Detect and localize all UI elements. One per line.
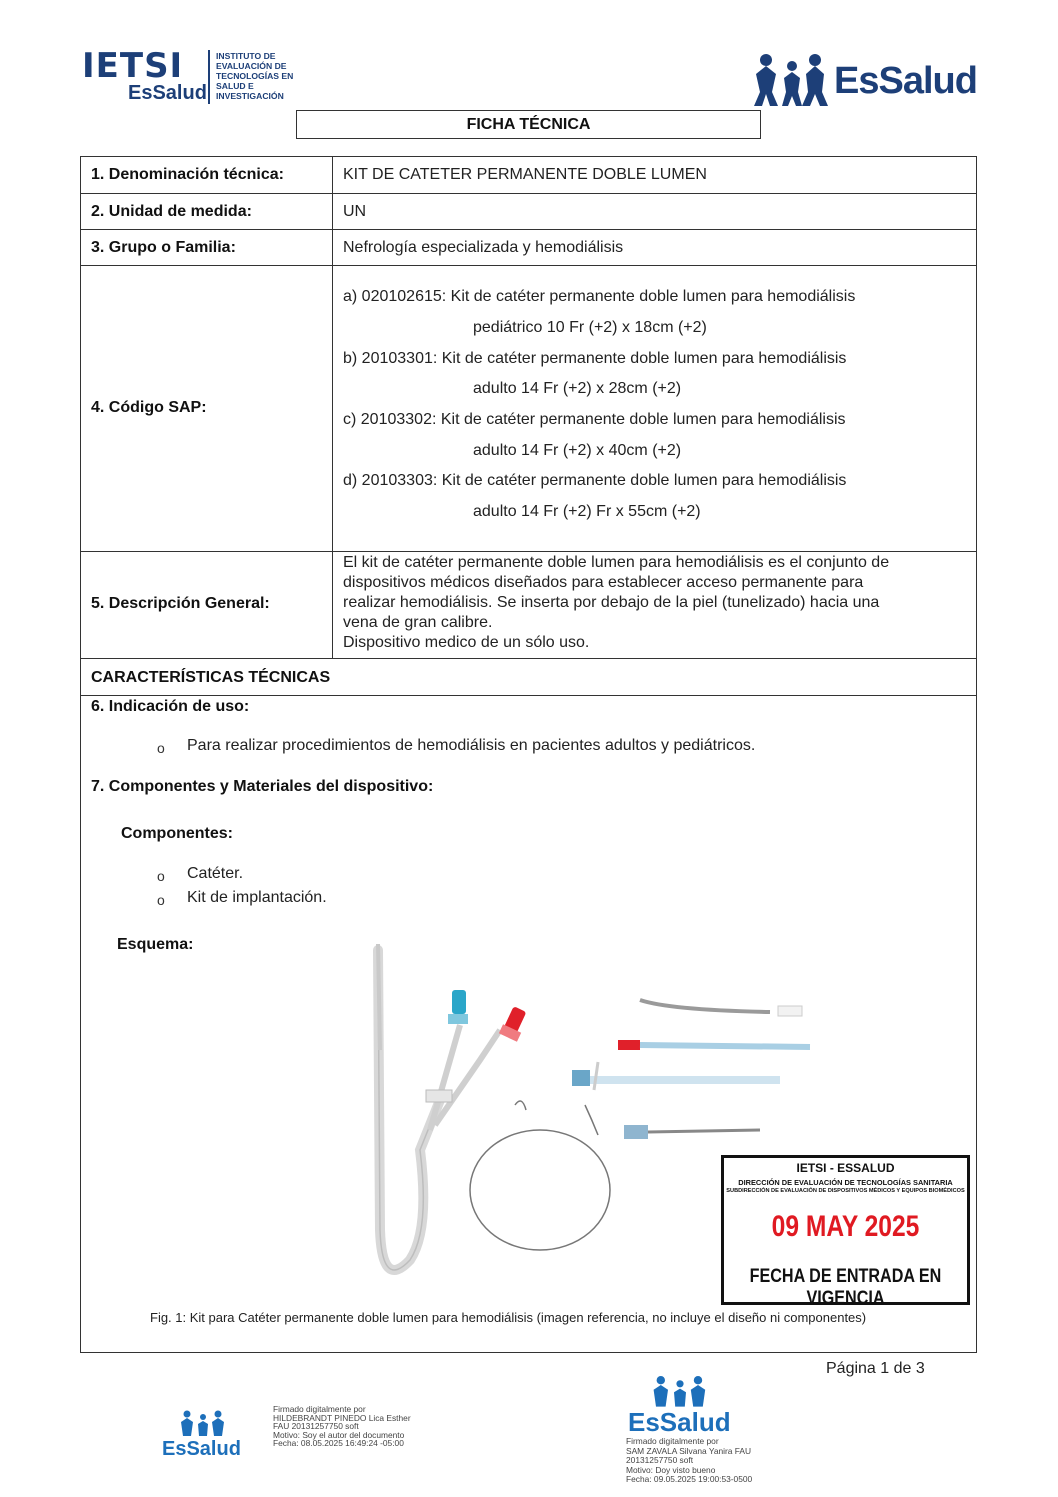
bullet-glyph: o [157,868,165,884]
essalud-small-word: EsSalud [162,1438,241,1460]
sap-item-c-detail: adulto 14 Fr (+2) x 40cm (+2) [473,442,682,459]
signature-line: Fecha: 08.05.2025 16:49:24 -05:00 [273,1438,404,1449]
ietsi-institute-name: INSTITUTO DE EVALUACIÓN DE TECNOLOGÍAS EN SALUD E INVESTIGACIÓN [216,51,294,101]
page-number: Página 1 de 3 [826,1360,925,1377]
descripcion-line: El kit de catéter permanente doble lumen para hemodiálisis es el conjunto de [343,554,890,571]
validity-stamp [721,1155,970,1309]
componente-item: Kit de implantación. [187,889,327,906]
digital-signature-2 [626,1437,796,1485]
denominacion-value: KIT DE CATETER PERMANENTE DOBLE LUMEN [343,166,707,183]
ietsi-logo-word: IETSI [82,46,184,86]
digital-signature-1 [273,1405,443,1448]
row-codigo-sap [81,266,976,552]
bullet-glyph: o [157,740,165,756]
sap-item-a-detail: pediátrico 10 Fr (+2) x 18cm (+2) [473,319,707,336]
codigo-label: 4. Código SAP: [91,399,207,416]
signature-line: Fecha: 09.05.2025 19:00:53-0500 [626,1474,753,1485]
stamp-subdirection: SUBDIRECCIÓN DE EVALUACIÓN DE DISPOSITIVOS MÉDICOS Y EQUIPOS BIOMÉDICOS [726,1188,965,1194]
componente-item: Catéter. [187,865,244,882]
esquema-label: Esquema: [117,936,194,953]
descripcion-text [343,553,963,653]
caracteristicas-heading: CARACTERÍSTICAS TÉCNICAS [91,669,331,686]
signature-line: Motivo: Doy visto bueno [626,1464,716,1475]
signature-line: Motivo: Soy el autor del documento [273,1429,405,1440]
family-icon [650,1375,710,1407]
essalud-signature-logo [626,1375,736,1440]
sap-item-b-detail: adulto 14 Fr (+2) x 28cm (+2) [473,380,682,397]
sap-item-c: c) 20103302: Kit de catéter permanente doble lumen para hemodiálisis [343,411,846,428]
sap-item-a: a) 020102615: Kit de catéter permanente doble lumen para hemodiálisis [343,288,856,305]
componentes-section-title: 7. Componentes y Materiales del dispositivo: [91,778,434,795]
stamp-date: 09 MAY 2025 [771,1210,920,1243]
essalud-signature-word: EsSalud [628,1407,731,1437]
descripcion-line: realizar hemodiálisis. Se inserta por debajo de la piel (tunelizado) hacia una [343,594,880,611]
figure-caption: Fig. 1: Kit para Catéter permanente doble lumen para hemodiálisis (imagen referencia, no incluye el diseño ni componentes) [150,1310,867,1325]
indicacion-label: 6. Indicación de uso: [91,698,250,715]
essalud-logo-word: EsSalud [834,60,977,102]
family-icon [178,1410,228,1436]
row-descripcion [81,552,976,659]
page-title: FICHA TÉCNICA [296,110,761,139]
unidad-label: 2. Unidad de medida: [91,203,252,220]
signature-line: SAM ZAVALA Silvana Yanira FAU [626,1445,752,1456]
stamp-direction: DIRECCIÓN DE EVALUACIÓN DE TECNOLOGÍAS SANITARIA [738,1178,953,1187]
row-unidad [81,194,976,230]
stamp-title: IETSI - ESSALUD [796,1161,895,1175]
signature-line: 20131257750 soft [626,1455,694,1466]
indicacion-item: Para realizar procedimientos de hemodiálisis en pacientes adultos y pediátricos. [187,737,756,754]
componentes-heading: Componentes: [121,825,233,842]
sap-item-d: d) 20103303: Kit de catéter permanente doble lumen para hemodiálisis [343,472,847,489]
bullet-glyph: o [157,892,165,908]
signature-line: HILDEBRANDT PINEDO Lica Esther [273,1412,411,1423]
descripcion-line: vena de gran calibre. [343,614,493,631]
descripcion-label: 5. Descripción General: [91,595,270,612]
family-icon [752,52,832,108]
signature-line: FAU 20131257750 soft [273,1421,359,1432]
descripcion-line: Dispositivo medico de un sólo uso. [343,634,590,651]
grupo-label: 3. Grupo o Familia: [91,239,236,256]
ietsi-logo-essalud: EsSalud [128,82,207,104]
essalud-logo [752,50,982,110]
logo-divider [208,50,210,104]
essalud-small-logo [160,1410,246,1465]
row-grupo [81,230,976,266]
row-denominacion [81,157,976,194]
sap-item-b: b) 20103301: Kit de catéter permanente doble lumen para hemodiálisis [343,350,847,367]
stamp-effective-label: FECHA DE ENTRADA EN VIGENCIA [749,1266,942,1309]
descripcion-line: dispositivos médicos diseñados para establecer acceso permanente para [343,574,864,591]
signature-line: Firmado digitalmente por [273,1404,366,1414]
signature-line: Firmado digitalmente por [626,1436,719,1446]
denominacion-label: 1. Denominación técnica: [91,166,284,183]
row-caracteristicas-heading [81,659,976,696]
sap-item-d-detail: adulto 14 Fr (+2) Fr x 55cm (+2) [473,503,701,520]
ietsi-logo [82,48,297,108]
grupo-value: Nefrología especializada y hemodiálisis [343,239,624,256]
unidad-value: UN [343,203,367,220]
